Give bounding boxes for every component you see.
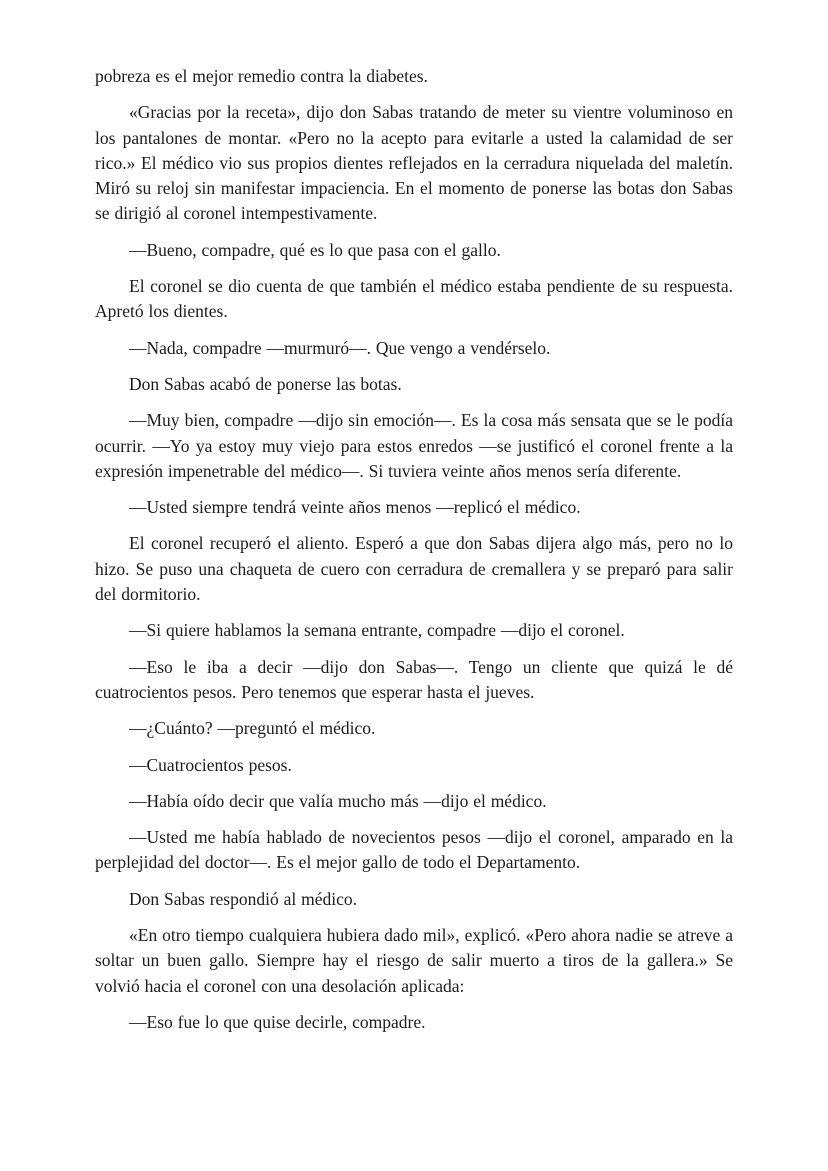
paragraph: —Bueno, compadre, qué es lo que pasa con el gallo. [129, 239, 501, 260]
paragraph: Don Sabas acabó de ponerse las botas. [129, 373, 402, 394]
paragraph: —¿Cuánto? —preguntó el médico. [129, 718, 376, 739]
paragraph: —Usted siempre tendrá veinte años menos —replicó el médico. [129, 497, 581, 518]
page-text-block [95, 64, 733, 1046]
paragraph: El coronel se dio cuenta de que también el médico estaba pendiente de su respuesta. Apretó los dientes. [95, 276, 733, 322]
paragraph: pobreza es el mejor remedio contra la diabetes. [95, 66, 428, 86]
paragraph: —Usted me había hablado de novecientos pesos —dijo el coronel, amparado en la perplejidad del doctor—. Es el mejor gallo de todo el Departamento. [95, 827, 733, 873]
paragraph: Don Sabas respondió al médico. [129, 888, 357, 909]
paragraph: —Muy bien, compadre —dijo sin emoción—. Es la cosa más sensata que se le podía ocurrir. —Yo ya estoy muy viejo para estos enredos —se justificó el coronel frente a la expresión impenetrable del médico—. Si tuviera veinte años menos sería diferente. [95, 410, 733, 481]
paragraph: «En otro tiempo cualquiera hubiera dado mil», explicó. «Pero ahora nadie se atreve a soltar un buen gallo. Siempre hay el riesgo de salir muerto a tiros de la gallera.» Se volvió hacia el coronel con una desolación aplicada: [95, 925, 733, 996]
paragraph: —Eso fue lo que quise decirle, compadre. [129, 1011, 426, 1032]
paragraph: —Nada, compadre —murmuró—. Que vengo a vendérselo. [129, 337, 551, 358]
paragraph: —Si quiere hablamos la semana entrante, compadre —dijo el coronel. [129, 620, 625, 641]
paragraph: —Había oído decir que valía mucho más —dijo el médico. [129, 790, 547, 811]
paragraph: El coronel recuperó el aliento. Esperó a que don Sabas dijera algo más, pero no lo hizo. Se puso una chaqueta de cuero con cerradura de cremallera y se preparó para salir del dormitorio. [95, 533, 733, 605]
paragraph: —Cuatrocientos pesos. [129, 754, 292, 775]
paragraph: «Gracias por la receta», dijo don Sabas tratando de meter su vientre voluminoso en los pantalones de montar. «Pero no la acepto para evitarle a usted la calamidad de ser rico.» El médico vio sus propios dientes reflejados en la cerradura niquelada del maletín. Miró su reloj sin manifestar impaciencia. En el momento de ponerse las botas don Sabas se dirigió al coronel intempestivamente. [95, 102, 733, 224]
paragraph: —Eso le iba a decir —dijo don Sabas—. Tengo un cliente que quizá le dé cuatrocientos pesos. Pero tenemos que esperar hasta el jueves. [95, 656, 733, 702]
